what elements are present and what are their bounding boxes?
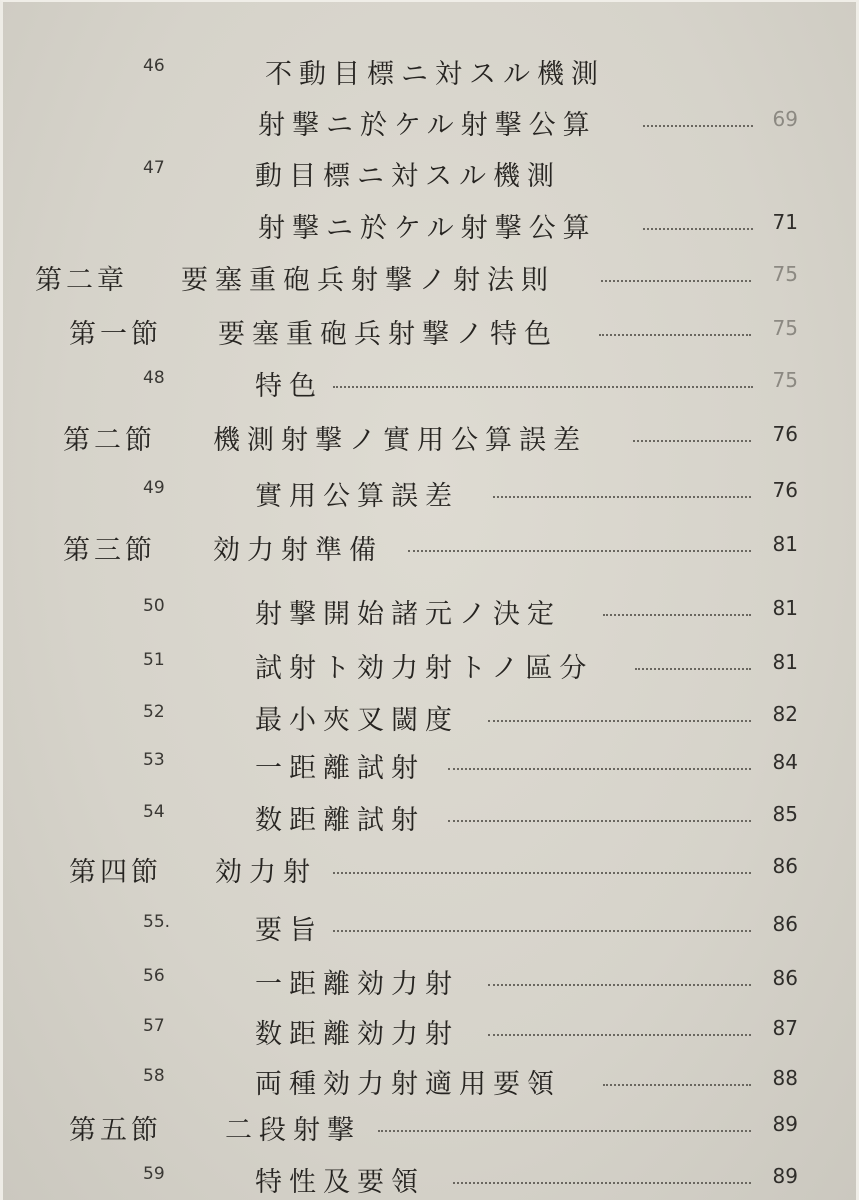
- toc-entry-section: [3, 1104, 859, 1148]
- toc-entry: [3, 694, 859, 738]
- entry-number: 51: [143, 650, 165, 670]
- toc-entry-chapter: [3, 254, 859, 298]
- leader-dots: [378, 1130, 751, 1132]
- entry-page: 69: [772, 107, 798, 131]
- leader-dots: [603, 1084, 751, 1086]
- entry-page: 88: [772, 1066, 798, 1090]
- leader-dots: [633, 440, 751, 442]
- toc-entry: [3, 48, 859, 92]
- leader-dots: [599, 334, 751, 336]
- leader-dots: [493, 496, 751, 498]
- entry-number: 48: [143, 368, 165, 388]
- entry-title: 最小夾叉閾度: [255, 705, 459, 736]
- entry-title: 数距離試射: [255, 805, 425, 836]
- section-heading: 第三節: [63, 535, 156, 566]
- entry-page: 75: [772, 316, 798, 340]
- leader-dots: [448, 768, 751, 770]
- toc-entry: [3, 742, 859, 786]
- toc-entry: [3, 1008, 859, 1052]
- leader-dots: [453, 1182, 751, 1184]
- leader-dots: [488, 984, 751, 986]
- section-heading: 第一節: [69, 319, 162, 350]
- entry-title: 特色: [255, 371, 323, 402]
- entry-page: 76: [772, 478, 798, 502]
- toc-entry: [3, 360, 859, 404]
- entry-number: 47: [143, 158, 165, 178]
- leader-dots: [333, 386, 753, 388]
- entry-title: 射撃ニ於ケル射撃公算: [258, 110, 597, 141]
- entry-page: 85: [772, 802, 798, 826]
- entry-title: 要塞重砲兵射撃ノ特色: [218, 319, 558, 350]
- toc-entry-section: [3, 414, 859, 458]
- entry-number: 46: [143, 56, 165, 76]
- toc-entry: [3, 588, 859, 632]
- entry-number: 59: [143, 1164, 165, 1184]
- toc-entry: [3, 1156, 859, 1200]
- leader-dots: [488, 720, 751, 722]
- toc-entry-section: [3, 846, 859, 890]
- entry-page: 71: [772, 210, 798, 234]
- entry-number: 50: [143, 596, 165, 616]
- entry-title: 効力射準備: [213, 535, 383, 566]
- entry-number: 56: [143, 966, 165, 986]
- entry-page: 75: [772, 368, 798, 392]
- entry-page: 86: [772, 912, 798, 936]
- entry-title: 要塞重砲兵射撃ノ射法則: [181, 265, 555, 296]
- leader-dots: [603, 614, 751, 616]
- entry-number: 55.: [143, 912, 171, 932]
- entry-number: 57: [143, 1016, 165, 1036]
- entry-title: 試射ト効力射トノ區分: [255, 653, 594, 684]
- toc-entry: [3, 642, 859, 686]
- entry-number: 52: [143, 702, 165, 722]
- leader-dots: [333, 872, 751, 874]
- entry-title: 二段射撃: [225, 1115, 361, 1146]
- section-heading: 第四節: [69, 857, 162, 888]
- entry-page: 86: [772, 966, 798, 990]
- entry-page: 76: [772, 422, 798, 446]
- entry-page: 86: [772, 854, 798, 878]
- leader-dots: [635, 668, 751, 670]
- leader-dots: [488, 1034, 751, 1036]
- leader-dots: [448, 820, 751, 822]
- entry-page: 75: [772, 262, 798, 286]
- entry-title: 射撃開始諸元ノ決定: [255, 599, 561, 630]
- entry-number: 49: [143, 478, 165, 498]
- entry-title: 一距離効力射: [255, 969, 459, 1000]
- toc-entry: [3, 470, 859, 514]
- entry-title: 一距離試射: [255, 753, 425, 784]
- leader-dots: [601, 280, 751, 282]
- leader-dots: [333, 930, 751, 932]
- leader-dots: [643, 228, 753, 230]
- entry-title: 要旨: [255, 915, 323, 946]
- toc-entry: [3, 794, 859, 838]
- toc-entry-section: [3, 308, 859, 352]
- entry-title: 實用公算誤差: [255, 481, 459, 512]
- leader-dots: [643, 125, 753, 127]
- toc-entry: [3, 150, 859, 194]
- toc-entry: [3, 904, 859, 948]
- entry-page: 87: [772, 1016, 798, 1040]
- entry-title: 数距離効力射: [255, 1019, 459, 1050]
- toc-entry: [3, 202, 859, 246]
- entry-title: 不動目標ニ対スル機測: [265, 59, 605, 90]
- entry-number: 54: [143, 802, 165, 822]
- entry-title: 特性及要領: [255, 1167, 425, 1198]
- chapter-heading: 第二章: [35, 265, 128, 296]
- entry-page: 81: [772, 650, 798, 674]
- entry-page: 89: [772, 1164, 798, 1188]
- toc-entry: [3, 958, 859, 1002]
- entry-page: 84: [772, 750, 798, 774]
- section-heading: 第二節: [63, 425, 156, 456]
- entry-title: 機測射撃ノ實用公算誤差: [213, 425, 587, 456]
- entry-page: 89: [772, 1112, 798, 1136]
- entry-page: 81: [772, 596, 798, 620]
- toc-entry: [3, 99, 859, 143]
- entry-title: 動目標ニ対スル機測: [255, 161, 561, 192]
- entry-title: 両種効力射適用要領: [255, 1069, 561, 1100]
- entry-number: 53: [143, 750, 165, 770]
- entry-number: 58: [143, 1066, 165, 1086]
- entry-page: 81: [772, 532, 798, 556]
- section-heading: 第五節: [69, 1115, 162, 1146]
- entry-page: 82: [772, 702, 798, 726]
- entry-title: 射撃ニ於ケル射撃公算: [258, 213, 597, 244]
- entry-title: 効力射: [215, 857, 317, 888]
- toc-entry-section: [3, 524, 859, 568]
- leader-dots: [408, 550, 751, 552]
- toc-entry: [3, 1058, 859, 1102]
